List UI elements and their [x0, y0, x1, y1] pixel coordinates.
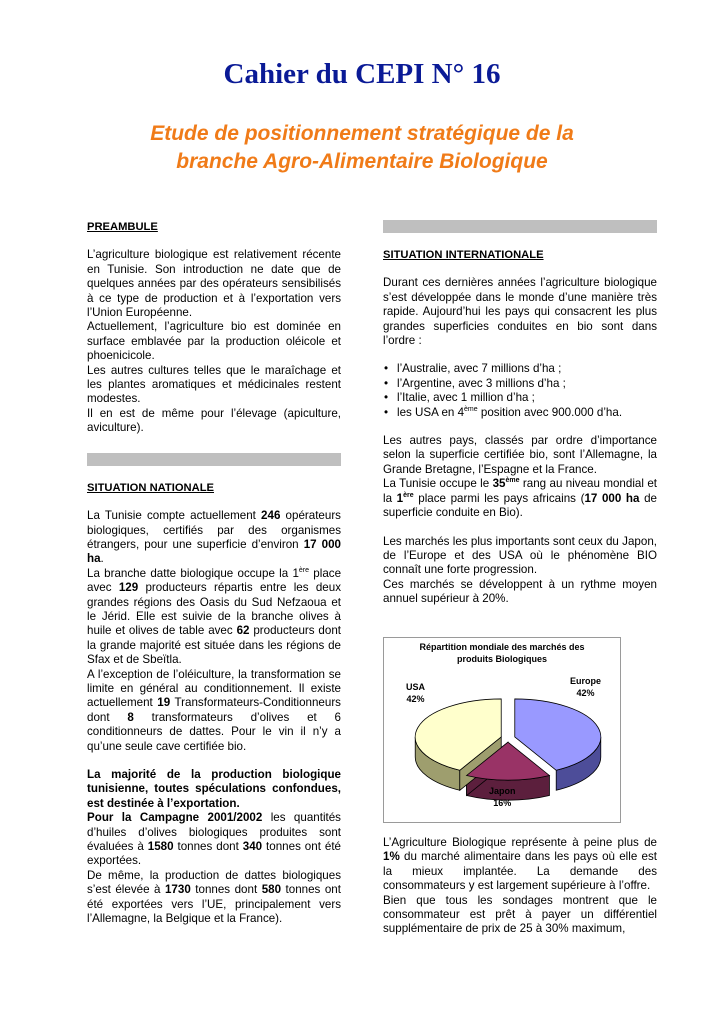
- slice-name: USA: [406, 682, 426, 692]
- subtitle-line-1: Etude de positionnement stratégique de la: [150, 122, 574, 145]
- preambule-paragraph: Il en est de même pour l’élevage (apiculture, aviculture).: [87, 406, 341, 435]
- internationale-paragraph-5: Ces marchés se développent à un rythme moyen annuel supérieur à 20%.: [383, 577, 657, 606]
- slice-value: 16%: [493, 798, 512, 808]
- document-title: Cahier du CEPI N° 16: [223, 58, 501, 90]
- nationale-paragraph-5: Pour la Campagne 2001/2002 les quantités d’huiles d’olives biologiques produites sont évaluées à 1580 tonnes dont 340 tonnes ont été exportées.: [87, 811, 341, 868]
- list-item: • l’Argentine, avec 3 millions d’ha ;: [384, 376, 566, 390]
- spacer: [383, 521, 657, 535]
- document-subtitle: [90, 120, 634, 176]
- spacer: [383, 233, 657, 248]
- spacer: [383, 262, 657, 276]
- list-item: • l’Italie, avec 1 million d’ha ;: [384, 391, 535, 405]
- internationale-paragraph-7: Bien que tous les sondages montrent que le consommateur est prêt à payer un différentiel supplémentaire de prix de 25 à 30% maximum,: [383, 893, 657, 936]
- country-list: [383, 362, 657, 420]
- preambule-paragraph: Actuellement, l’agriculture bio est dominée en surface emblavée par la production oléicole et phoenicicole.: [87, 320, 341, 363]
- spacer: [383, 348, 657, 362]
- chart-title: Répartition mondiale des marchés des produits Biologiques: [419, 642, 585, 664]
- subtitle-line-2: branche Agro-Alimentaire Biologique: [176, 150, 548, 173]
- slice-value: 42%: [406, 694, 425, 704]
- spacer: [87, 754, 341, 768]
- nationale-paragraph-3: A l’exception de l’oléiculture, la transformation se limite en général au conditionnement. Il existe actuellement 19 Transformateurs-Conditionneurs dont 8 transformateurs d’olives et 6 conditionneurs de dattes. Pour le vin il n’y a qu’une seule cave certifiée bio.: [87, 667, 341, 753]
- right-column: [383, 220, 657, 607]
- spacer: [383, 420, 657, 434]
- internationale-paragraph-1: Durant ces dernières années l’agriculture biologique s’est développée dans le monde d’une manière très rapide. Aujourd’hui les pays qui consacrent les plus grandes superficies conduites en bio sont dans l’ordre :: [383, 276, 657, 348]
- section-divider-bar: [383, 220, 657, 233]
- spacer: [87, 436, 341, 453]
- nationale-heading: SITUATION NATIONALE: [87, 481, 214, 494]
- nationale-paragraph-2: La branche datte biologique occupe la 1ère place avec 129 producteurs répartis entre les deux grandes régions des Oasis du Sud Nefzaoua et le Jérid. Elle est suivie de la branche olives à huile et olives de table avec 62 producteurs dont la grande majorité est située dans les régions de Sfax et de Sbeïtla.: [87, 566, 342, 667]
- internationale-paragraph-3: La Tunisie occupe le 35ème rang au niveau mondial et la 1ère place parmi les pays africains (17 000 ha de superficie conduite en Bio).: [383, 477, 657, 520]
- slice-value: 42%: [576, 688, 595, 698]
- preambule-paragraph: Les autres cultures telles que le maraîchage et les plantes aromatiques et médicinales restent modestes.: [87, 363, 341, 406]
- nationale-paragraph-4: La majorité de la production biologique tunisienne, toutes spéculations confondues, est destinée à l’exportation.: [87, 768, 341, 810]
- spacer: [87, 234, 341, 248]
- pie-label-usa: [406, 681, 425, 705]
- preambule-paragraph: L’agriculture biologique est relativement récente en Tunisie. Son introduction ne date que de quelques années par des opérateurs sensibilisés à ce type de production et à l’exportation vers l’Union Européenne.: [87, 248, 341, 320]
- internationale-paragraph-2: Les autres pays, classés par ordre d’importance selon la superficie certifiée bio, sont l’Allemagne, la Grande Bretagne, l’Espagne et la France.: [383, 434, 657, 476]
- internationale-heading: SITUATION INTERNATIONALE: [383, 249, 544, 261]
- internationale-paragraph-4: Les marchés les plus importants sont ceux du Japon, de l’Europe et des USA où le phénomène BIO connaît une forte progression.: [383, 534, 657, 577]
- internationale-paragraph-6: L’Agriculture Biologique représente à peine plus de 1% du marché alimentaire dans les pays où elle est la mieux implantée. La demande des consommateurs y est largement supérieure à l’offre.: [383, 836, 657, 893]
- right-column-bottom: [383, 836, 657, 937]
- preambule-heading: PREAMBULE: [87, 221, 158, 233]
- nationale-paragraph-1: La Tunisie compte actuellement 246 opérateurs biologiques, certifiés par des organismes étrangers, pour une superficie d’environ 17 000 ha.: [87, 509, 341, 566]
- list-item: • les USA en 4ème position avec 900.000 d’ha.: [384, 405, 623, 419]
- section-divider-bar: [87, 453, 341, 466]
- left-column: [87, 220, 341, 926]
- slice-name: Japon: [489, 786, 516, 796]
- slice-name: Europe: [570, 676, 602, 686]
- spacer: [87, 466, 341, 481]
- nationale-paragraph-6: De même, la production de dattes biologiques s’est élevée à 1730 tonnes dont 580 tonnes ont été exportées vers l’UE, principalement vers l’Allemagne, la Belgique et la France).: [87, 868, 341, 926]
- pie-label-europe: [570, 675, 601, 699]
- pie-label-japon: [489, 785, 516, 809]
- pie-chart: [383, 637, 621, 823]
- spacer: [87, 495, 341, 509]
- list-item: • l’Australie, avec 7 millions d’ha ;: [384, 362, 562, 376]
